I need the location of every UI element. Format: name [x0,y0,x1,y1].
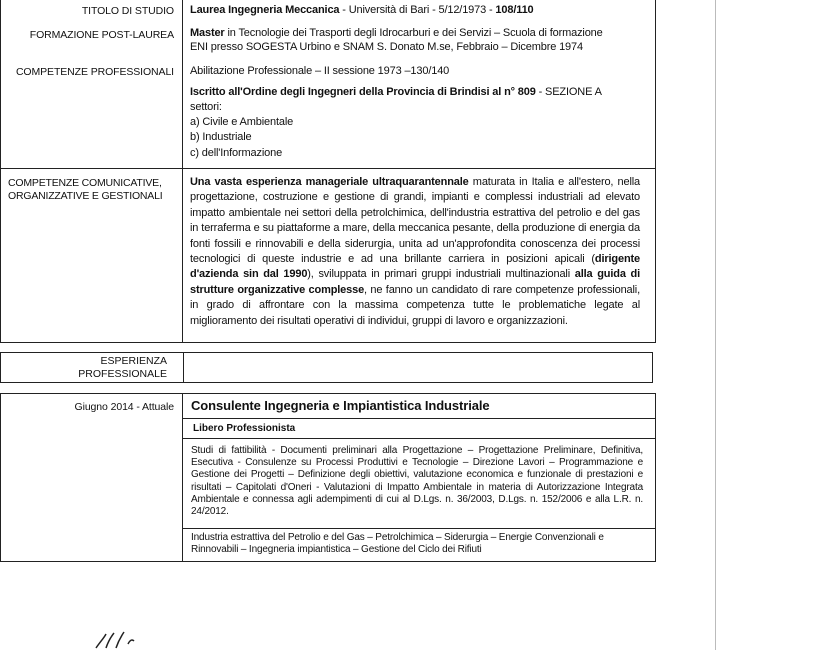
communicative-label-line-2: ORGANIZZATIVE E GESTIONALI [8,190,163,202]
education-label: TITOLO DI STUDIO [81,5,174,17]
professional-label: COMPETENZE PROFESSIONALI [15,66,174,78]
sectors-label: settori: [190,101,222,113]
page-edge-line [715,0,716,650]
education-grade: 108/110 [495,4,534,16]
top-table-right-border [655,0,656,343]
sector-item: a) Civile e Ambientale [190,116,294,129]
job-table-bottom-rule [0,561,656,562]
experience-header-line-2: PROFESSIONALE [78,368,167,380]
job-period: Giugno 2014 - Attuale [74,401,174,413]
postgrad-label: FORMAZIONE POST-LAUREA [29,29,174,41]
professional-order [190,86,652,100]
experience-header-label [1,355,167,381]
top-table-bottom-rule [0,342,656,343]
professional-sectors [190,100,490,161]
signature-mark [92,630,152,650]
postgrad-line-1 [190,27,652,41]
top-table-divider [182,0,183,343]
communicative-text-3: , ne fanno un candidato di rare competenze professionali, in grado di affrontare con la massima competenza tutte le problematiche legate al miglioramento dei risultati operativi di individui, gruppi di lavoro e organizzazioni. [190,283,640,327]
top-table-left-border [0,0,1,343]
communicative-text-1: maturata in Italia e all'estero, nella progettazione, costruzione e gestione di grandi, impianti e complessi industriali ad elevato impatto ambientale nei settori della petrolchimica, dell'industria estrattiva del petrolio e del gas in terraferma e su piattaforme a mare, della meccanica pesante, della produzione di energia da fonti fossili e rinnovabili e della siderurgia, unita ad un'approfondita conoscenza dei processi tecnologici di queste industrie e ad una brillante carriera in posizioni apicali ( [190,176,641,266]
professional-order-section: - SEZIONE A [535,86,602,98]
communicative-dirigente: dirigente d'azienda sin dal 1990 [190,253,640,281]
education-value [190,4,650,18]
top-table-mid-rule [0,168,656,169]
communicative-label [8,177,162,203]
communicative-label-line-1: COMPETENZE COMUNICATIVE, [8,177,162,189]
education-detail: - Università di Bari - 5/12/1973 - [339,4,496,16]
job-table-top-rule [0,393,656,394]
job-employer-rule [182,438,656,439]
experience-header-divider [183,353,184,382]
communicative-lead: Una vasta esperienza manageriale ultraquarantennale [190,176,469,188]
communicative-strutture: alla guida di strutture organizzative complesse [190,268,641,296]
job-description-rule [182,528,656,529]
job-sectors: Industria estrattiva del Petrolio e del Gas – Petrolchimica – Siderurgia – Energie Convenzionali e Rinnovabili – Ingegneria impiantistica – Gestione del Ciclo dei Rifiuti [191,532,604,556]
job-title-rule [182,418,656,419]
sector-item: b) Industriale [190,131,252,144]
communicative-paragraph [190,175,640,329]
job-title: Consulente Ingegneria e Impiantistica Industriale [191,398,490,413]
education-degree: Laurea Ingegneria Meccanica [190,4,340,16]
experience-header-line-1: ESPERIENZA [100,355,167,367]
experience-header-box [0,352,653,383]
postgrad-line-2: ENI presso SOGESTA Urbino e SNAM S. Donato M.se, Febbraio – Dicembre 1974 [190,40,583,53]
postgrad-value [190,27,652,55]
professional-order-bold: Iscritto all'Ordine degli Ingegneri della Provincia di Brindisi al n° 809 [190,86,536,98]
postgrad-line1-text: in Tecnologie dei Trasporti degli Idrocarburi e dei Servizi – Scuola di formazione [224,27,603,39]
communicative-text-2: ), sviluppata in primari gruppi industriali multinazionali [307,268,575,281]
sector-item: c) dell'Informazione [190,146,283,159]
job-table-left-border [0,393,1,562]
professional-habilitation: Abilitazione Professionale – II sessione 1973 –130/140 [190,65,450,77]
postgrad-master: Master [190,27,225,39]
job-employer: Libero Professionista [193,423,296,434]
job-description: Studi di fattibilità - Documenti preliminari alla Progettazione – Progettazione Preliminare, Definitiva, Esecutiva - Consulenze su Processi Produttivi e Tecnologie – Direzione Lavori – Programmazione e Gestione dei Progetti – Definizione degli obiettivi, valutazione economica e funzionale di prestazioni e risultati – Capitolati d'Oneri - Valutazioni di Impatto Ambientale in materia di Autorizzazione Integrata Ambientale e connessa agli adempimenti di cui al D.Lgs. n. 36/2003, D.Lgs. n. 152/2006 e alla L.R. n. 24/2012. [191,445,643,518]
